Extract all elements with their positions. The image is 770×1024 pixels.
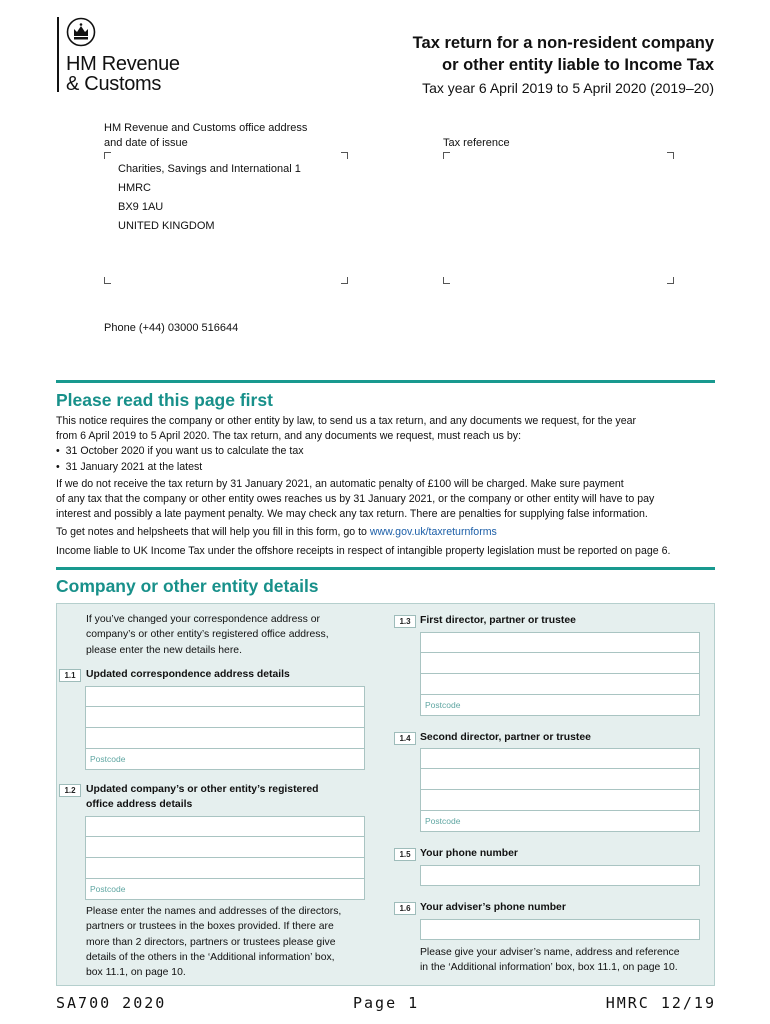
office-address-label-line2: and date of issue	[104, 137, 188, 149]
income-note: Income liable to UK Income Tax under the offshore receipts in respect of intangible property legislation must be reported on page 6.	[56, 544, 671, 557]
deadline-bullet-2: • 31 January 2021 at the latest	[56, 460, 203, 473]
directors-note-line-1: Please enter the names and addresses of the directors,	[86, 906, 342, 917]
penalty-line-3: interest and possibly a late payment penalty. We may check any tax return. There are penalties for supplying false information.	[56, 508, 648, 521]
tax-reference-label: Tax reference	[443, 137, 510, 149]
section-rule	[56, 567, 715, 570]
office-phone: Phone (+44) 03000 516644	[104, 322, 239, 334]
form-title-line1: Tax return for a non-resident company	[412, 34, 714, 52]
adviser-note-line-2: in the ‘Additional information’ box, box 11.1, on page 10.	[420, 962, 678, 974]
address-line-3: BX9 1AU	[118, 201, 164, 213]
question-label-1-4: Second director, partner or trustee	[420, 732, 591, 743]
first-director-line-2[interactable]	[420, 653, 700, 674]
royal-crest-icon	[66, 17, 96, 47]
question-number-1-3: 1.3	[394, 615, 416, 628]
tax-reference-frame-corner	[667, 152, 674, 159]
question-label-1-3: First director, partner or trustee	[420, 615, 576, 626]
intro-line-1: This notice requires the company or other entity by law, to send us a tax return, and any documents we request, for the year	[56, 415, 637, 427]
notes-text: To get notes and helpsheets that will help you fill in this form, go to	[56, 526, 370, 539]
correspondence-address-line-1[interactable]	[85, 686, 365, 707]
question-number-1-1: 1.1	[59, 669, 81, 682]
first-director-line-3[interactable]	[420, 674, 700, 695]
question-number-1-6: 1.6	[394, 902, 416, 915]
correspondence-postcode-field[interactable]: Postcode	[85, 749, 365, 770]
question-number-1-2: 1.2	[59, 784, 81, 797]
directors-note-line-5: box 11.1, on page 10.	[86, 967, 186, 979]
address-line-4: UNITED KINGDOM	[118, 220, 215, 232]
intro-text-line-2: company’s or other entity’s registered office address,	[86, 629, 329, 641]
registered-office-line-3[interactable]	[85, 858, 365, 879]
correspondence-address-line-2[interactable]	[85, 707, 365, 728]
registered-office-postcode-field[interactable]: Postcode	[85, 879, 365, 900]
registered-office-line-2[interactable]	[85, 837, 365, 858]
second-director-line-3[interactable]	[420, 790, 700, 811]
correspondence-address-fields	[85, 686, 365, 770]
read-first-body	[56, 414, 718, 559]
office-address-label-line1: HM Revenue and Customs office address	[104, 122, 308, 134]
logo-text-line2: & Customs	[66, 73, 162, 95]
first-director-line-1[interactable]	[420, 632, 700, 653]
address-line-1: Charities, Savings and International 1	[118, 163, 301, 175]
address-frame-corner	[341, 152, 348, 159]
second-director-fields	[420, 748, 700, 832]
phone-number-field[interactable]	[420, 865, 700, 886]
label-1-2-line-2: office address details	[86, 799, 193, 810]
registered-office-line-1[interactable]	[85, 816, 365, 837]
first-director-postcode-field[interactable]: Postcode	[420, 695, 700, 716]
company-details-heading: Company or other entity details	[56, 576, 319, 596]
question-label-1-6: Your adviser’s phone number	[420, 902, 566, 913]
tax-year-subtitle: Tax year 6 April 2019 to 5 April 2020 (2019–20)	[422, 80, 714, 96]
address-frame-corner	[341, 277, 348, 284]
address-frame-corner	[104, 152, 111, 159]
label-1-2-line-1: Updated company’s or other entity’s registered	[86, 784, 319, 795]
form-version: HMRC 12/19	[605, 994, 716, 1012]
question-number-1-4: 1.4	[394, 732, 416, 745]
intro-text-line-3: please enter the new details here.	[86, 644, 242, 656]
tax-reference-frame-corner	[443, 152, 450, 159]
directors-note-line-3: more than 2 directors, partners or trustees please give	[86, 936, 336, 948]
question-label-1-2	[86, 782, 319, 812]
deadline-1-text: 31 October 2020 if you want us to calculate the tax	[65, 445, 304, 458]
second-director-line-2[interactable]	[420, 769, 700, 790]
page-number: Page 1	[353, 994, 420, 1012]
second-director-postcode-field[interactable]: Postcode	[420, 811, 700, 832]
read-first-heading: Please read this page first	[56, 390, 273, 410]
logo-divider	[57, 17, 59, 92]
penalty-line-2: of any tax that the company or other entity owes reaches us by 31 January 2021, or the company or other entity will have to pay	[56, 493, 655, 506]
question-label-1-5: Your phone number	[420, 848, 518, 859]
directors-note-line-2: partners or trustees in the boxes provided. If there are	[86, 921, 334, 933]
correspondence-address-line-3[interactable]	[85, 728, 365, 749]
question-label-1-1: Updated correspondence address details	[86, 669, 290, 680]
intro-line-2: from 6 April 2019 to 5 April 2020. The tax return, and any documents we request, must reach us by:	[56, 430, 522, 443]
tax-return-forms-link[interactable]: www.gov.uk/taxreturnforms	[369, 526, 497, 539]
form-id: SA700 2020	[56, 994, 167, 1012]
registered-office-fields	[85, 816, 365, 900]
form-title-line2: or other entity liable to Income Tax	[442, 56, 714, 74]
tax-reference-frame-corner	[667, 277, 674, 284]
deadline-2-text: 31 January 2021 at the latest	[65, 460, 203, 473]
directors-note-line-4: details of the others in the ‘Additional information’ box,	[86, 951, 335, 963]
address-line-2: HMRC	[118, 182, 151, 194]
section-rule	[56, 380, 715, 383]
logo-text-line1: HM Revenue	[66, 53, 180, 75]
deadline-bullet-1: • 31 October 2020 if you want us to calculate the tax	[56, 445, 304, 458]
tax-reference-frame-corner	[443, 277, 450, 284]
adviser-note-line-1: Please give your adviser’s name, address and reference	[420, 947, 680, 958]
address-frame-corner	[104, 277, 111, 284]
notes-paragraph	[56, 525, 718, 540]
question-number-1-5: 1.5	[394, 848, 416, 861]
directors-note	[86, 904, 341, 980]
change-address-intro	[86, 612, 329, 658]
adviser-phone-field[interactable]	[420, 919, 700, 940]
second-director-line-1[interactable]	[420, 748, 700, 769]
intro-text-line-1: If you’ve changed your correspondence address or	[86, 614, 320, 625]
first-director-fields	[420, 632, 700, 716]
adviser-note	[420, 945, 680, 976]
penalty-line-1: If we do not receive the tax return by 31 January 2021, an automatic penalty of £100 will be charged. Make sure payment	[56, 477, 624, 490]
